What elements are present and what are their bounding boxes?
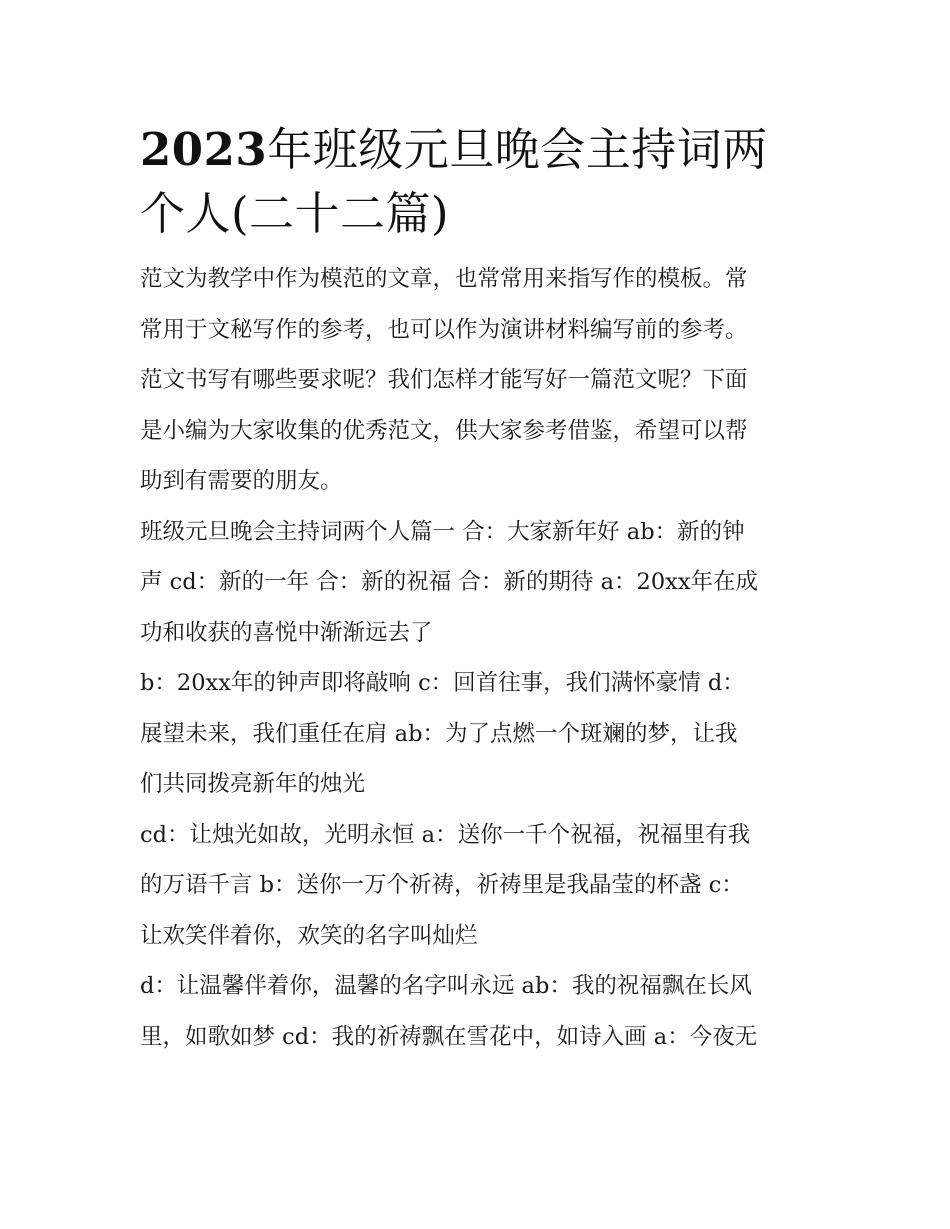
body-paragraph	[140, 810, 815, 962]
body-paragraph	[140, 507, 815, 659]
text-line: 功和收获的喜悦中渐渐远去了	[140, 619, 433, 646]
text-line: 里，如歌如梦 cd：我的祈祷飘在雪花中，如诗入画 a：今夜无	[140, 1023, 758, 1050]
text-line: cd：让烛光如故，光明永恒 a：送你一千个祝福，祝福里有我	[140, 821, 751, 848]
text-line: 常用于文秘写作的参考，也可以作为演讲材料编写前的参考。	[140, 316, 748, 343]
text-line: 班级元旦晚会主持词两个人篇一 合：大家新年好 ab：新的钟	[140, 518, 745, 545]
text-line: 的万语千言 b：送你一万个祈祷，祈祷里是我晶莹的杯盏 c：	[140, 872, 744, 898]
text-line: 范文为教学中作为模范的文章，也常常用来指写作的模板。常	[140, 266, 748, 292]
body-paragraph	[140, 658, 815, 810]
title-year: 2023	[140, 123, 268, 176]
document-content	[140, 118, 815, 1062]
intro-paragraph	[140, 254, 815, 507]
title-line: 2023年班级元旦晚会主持词两	[140, 123, 768, 176]
text-line: 是小编为大家收集的优秀范文，供大家参考借鉴，希望可以帮	[140, 417, 748, 444]
text-line: 展望未来，我们重任在肩 ab：为了点燃一个斑斓的梦，让我	[140, 720, 738, 747]
text-line: 范文书写有哪些要求呢？我们怎样才能写好一篇范文呢？下面	[140, 367, 748, 393]
body-paragraph	[140, 961, 815, 1062]
text-line: 们共同拨亮新年的烛光	[140, 771, 366, 797]
text-line: d：让温馨伴着你，温馨的名字叫永远 ab：我的祝福飘在长风	[140, 973, 752, 999]
text-line: b：20xx年的钟声即将敲响 c：回首往事，我们满怀豪情 d：	[140, 670, 745, 696]
title-line: 个人(二十二篇)	[140, 187, 450, 240]
text-line: 让欢笑伴着你，欢笑的名字叫灿烂	[140, 922, 478, 949]
document-title	[140, 118, 815, 246]
text-line: 声 cd：新的一年 合：新的祝福 合：新的期待 a：20xx年在成	[140, 569, 759, 595]
text-line: 助到有需要的朋友。	[140, 468, 343, 494]
